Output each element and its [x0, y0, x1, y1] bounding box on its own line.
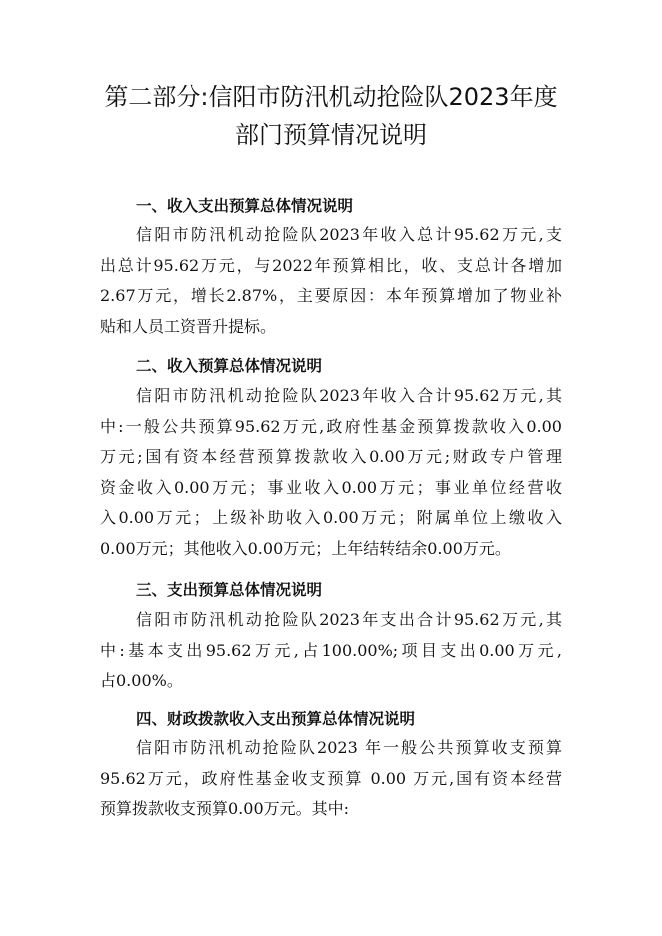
paragraph-line: 信阳市防汛机动抢险队2023年支出合计95.62万元,其: [136, 610, 562, 629]
paragraph-line: 0.00万元；其他收入0.00万元；上年结转结余0.00万元。: [100, 538, 511, 558]
paragraph-line: 信阳市防汛机动抢险队2023 年一般公共预算收支预算: [136, 738, 562, 757]
page-title: [60, 78, 602, 154]
paragraph-line: 万元;国有资本经营预算拨款收入0.00万元;财政专户管理: [100, 447, 562, 466]
section-heading-2: 二、收入预算总体情况说明: [136, 357, 323, 375]
paragraph-line: 95.62万元，政府性基金收支预算 0.00 万元,国有资本经营: [100, 768, 562, 788]
paragraph-line: 贴和人员工资晋升提标。: [100, 316, 277, 336]
paragraph-line: 资金收入0.00万元；事业收入0.00万元；事业单位经营收: [100, 477, 562, 497]
section-paragraph-4: [100, 733, 562, 825]
paragraph-line: 2.67万元，增长2.87%，主要原因：本年预算增加了物业补: [100, 286, 562, 305]
paragraph-line: 占0.00%。: [100, 671, 183, 690]
page-title-line-1: 第二部分:信阳市防汛机动抢险队2023年度: [104, 83, 558, 111]
section-heading-1: 一、收入支出预算总体情况说明: [136, 197, 354, 215]
section-heading-4: 四、财政拨款收入支出预算总体情况说明: [136, 710, 416, 728]
section-heading-3: 三、支出预算总体情况说明: [136, 581, 323, 599]
paragraph-line: 入0.00万元；上级补助收入0.00万元；附属单位上缴收入: [100, 508, 562, 527]
paragraph-line: 预算拨款收支预算0.00万元。其中:: [100, 799, 350, 818]
paragraph-line: 信阳市防汛机动抢险队2023年收入总计95.62万元,支: [136, 225, 562, 244]
paragraph-line: 中:一般公共预算95.62万元,政府性基金预算拨款收入0.00: [100, 416, 562, 436]
page-title-line-2: 部门预算情况说明: [235, 121, 427, 149]
section-paragraph-3: [100, 605, 562, 697]
paragraph-line: 出总计95.62万元，与2022年预算相比，收、支总计各增加: [100, 255, 562, 275]
paragraph-line: 中:基本支出95.62万元,占100.00%;项目支出0.00万元,: [100, 640, 562, 660]
section-paragraph-1: [100, 220, 562, 342]
section-paragraph-2: [100, 381, 562, 564]
paragraph-line: 信阳市防汛机动抢险队2023年收入合计95.62万元,其: [136, 386, 562, 405]
